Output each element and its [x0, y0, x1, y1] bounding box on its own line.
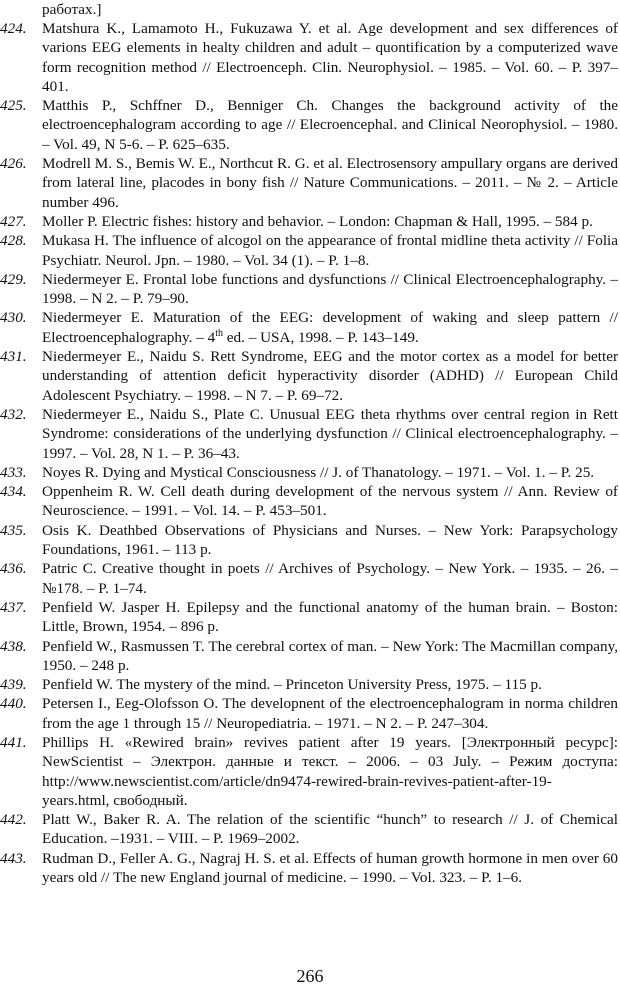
- reference-number: 428.: [0, 232, 27, 250]
- reference-text: Niedermeyer E., Naidu S. Rett Syndrome, EEG and the motor cortex as a model for better understanding of attention deficit hyperactivity disorder (ADHD) // European Child Adolescent Psychiatry. – 1998. – N 7. – P. 69–72.: [42, 348, 618, 404]
- reference-text: Mukasa H. The influence of alcogol on the appearance of frontal midline theta activity // Folia Psychiatr. Neurol. Jpn. – 1980. – Vol. 34 (1). – P. 1–8.: [42, 232, 618, 269]
- reference-number: 424.: [0, 20, 27, 37]
- reference-text: Matshura K., Lamamoto H., Fukuzawa Y. et al. Age development and sex differences of varions EEG elements in healty children and adult – quontification by a computerized wave form recognition method // Electroenceph. Clin. Neurophysiol. – 1985. – Vol. 60. – P. 397–401.: [42, 20, 618, 95]
- reference-text: Penfield W., Rasmussen T. The cerebral cortex of man. – New York: The Macmillan company, 1950. – 248 p.: [42, 637, 618, 674]
- reference-item: [0, 308, 620, 347]
- reference-text: Noyes R. Dying and Mystical Consciousness // J. of Thanatology. – 1971. – Vol. 1. – P. 25.: [42, 463, 595, 481]
- reference-number: 441.: [0, 733, 27, 751]
- reference-number: 425.: [0, 97, 27, 115]
- reference-text-part: Niedermeyer E. Maturation of the EEG: development of waking and sleep pattern // Electroencephalography. – 4: [42, 309, 618, 346]
- reference-item: [0, 405, 620, 463]
- reference-item: [0, 559, 620, 598]
- reference-text: Osis K. Deathbed Observations of Physicians and Nurses. – New York: Parapsychology Foundations, 1961. – 113 p.: [42, 521, 618, 559]
- reference-text: Penfield W. The mystery of the mind. – Princeton University Press, 1975. – 115 p.: [42, 676, 542, 694]
- reference-item: [0, 19, 620, 96]
- reference-number: 436.: [0, 560, 27, 578]
- reference-item: [0, 849, 620, 888]
- reference-number: 430.: [0, 309, 27, 327]
- reference-number: 431.: [0, 348, 27, 366]
- reference-item: [0, 810, 620, 849]
- reference-item: [0, 347, 620, 405]
- reference-item: [0, 231, 620, 270]
- reference-text-part: ed. – USA, 1998. – P. 143–149.: [222, 328, 419, 346]
- reference-text: Oppenheim R. W. Cell death during development of the nervous system // Ann. Review of Neuroscience. – 1991. – Vol. 14. – P. 453–501.: [42, 483, 618, 520]
- reference-text: Phillips H. «Rewired brain» revives patient after 19 years. [Электронный ресурс]: NewScientist – Электрон. данные и текст. – 2006. – 03 July. – Режим доступа: http://www.newscientist.com/article/dn9474-rewired-brain-revives-patient-after-19-years.html, свободный.: [42, 733, 618, 809]
- superscript: th: [215, 327, 223, 339]
- reference-number: 426.: [0, 155, 27, 173]
- reference-item: [0, 212, 620, 231]
- reference-text: Penfield W. Jasper H. Epilepsy and the functional anatomy of the human brain. – Boston: Little, Brown, 1954. – 896 p.: [42, 598, 618, 636]
- reference-number: 438.: [0, 637, 27, 655]
- reference-text: Matthis P., Schffner D., Benniger Ch. Changes the background activity of the electroencephalogram according to age // Elecroencephal. and Clinical Neorophysiol. – 1980. – Vol. 49, N 5-6. – P. 625–635.: [42, 97, 618, 153]
- reference-item: [0, 96, 620, 154]
- reference-item: [0, 675, 620, 694]
- reference-text: Petersen I., Eeg-Olofsson O. The developnent of the electroencephalogram in norma children from the age 1 through 15 // Neuropediatria. – 1971. – N 2. – P. 247–304.: [42, 695, 618, 732]
- reference-text: Patric C. Creative thought in poets // Archives of Psychology. – New York. – 1935. – 26. – №178. – P. 1–74.: [42, 560, 618, 597]
- reference-number: 437.: [0, 598, 27, 616]
- reference-number: 443.: [0, 849, 27, 867]
- reference-number: 442.: [0, 811, 27, 829]
- reference-text: Niedermeyer E., Naidu S., Plate C. Unusual EEG theta rhythms over central region in Rett Syndrome: considerations of the underlying dysfunction // Clinical electroencephalography. – 1997. – Vol. 28, N 1. – P. 36–43.: [42, 405, 618, 462]
- reference-number: 434.: [0, 483, 27, 501]
- reference-text: [42, 308, 618, 347]
- reference-text: Moller P. Electric fishes: history and behavior. – London: Chapman & Hall, 1995. – 584 p.: [42, 212, 593, 230]
- reference-item: [0, 733, 620, 810]
- reference-text: Modrell M. S., Bemis W. E., Northcut R. G. et al. Electrosensory ampullary organs are derived from lateral line, placodes in bony fish // Nature Communications. – 2011. – № 2. – Article number 496.: [42, 155, 618, 211]
- reference-text: Niedermeyer E. Frontal lobe functions and dysfunctions // Clinical Electroencephalography. – 1998. – N 2. – P. 79–90.: [42, 270, 618, 308]
- reference-number: 433.: [0, 463, 27, 481]
- reference-number: 427.: [0, 212, 27, 230]
- reference-text: Rudman D., Feller A. G., Nagraj H. S. et al. Effects of human growth hormone in men over 60 years old // The new England journal of medicine. – 1990. – Vol. 323. – P. 1–6.: [42, 849, 618, 887]
- reference-item: [0, 694, 620, 733]
- reference-number: 440.: [0, 695, 27, 713]
- reference-item: [0, 598, 620, 637]
- reference-list: [0, 19, 620, 887]
- continuation-text: работах.]: [42, 1, 102, 18]
- page-number: 266: [296, 966, 324, 986]
- reference-number: 432.: [0, 405, 27, 423]
- reference-item: [0, 482, 620, 521]
- reference-item: [0, 270, 620, 309]
- reference-item: [0, 637, 620, 676]
- reference-number: 429.: [0, 270, 27, 288]
- reference-text: Platt W., Baker R. A. The relation of the scientific “hunch” to research // J. of Chemical Education. –1931. – VIII. – P. 1969–2002.: [42, 811, 618, 848]
- reference-item: [0, 521, 620, 560]
- reference-item: [0, 154, 620, 212]
- reference-item: [0, 463, 620, 482]
- reference-number: 435.: [0, 521, 27, 539]
- reference-number: 439.: [0, 676, 27, 694]
